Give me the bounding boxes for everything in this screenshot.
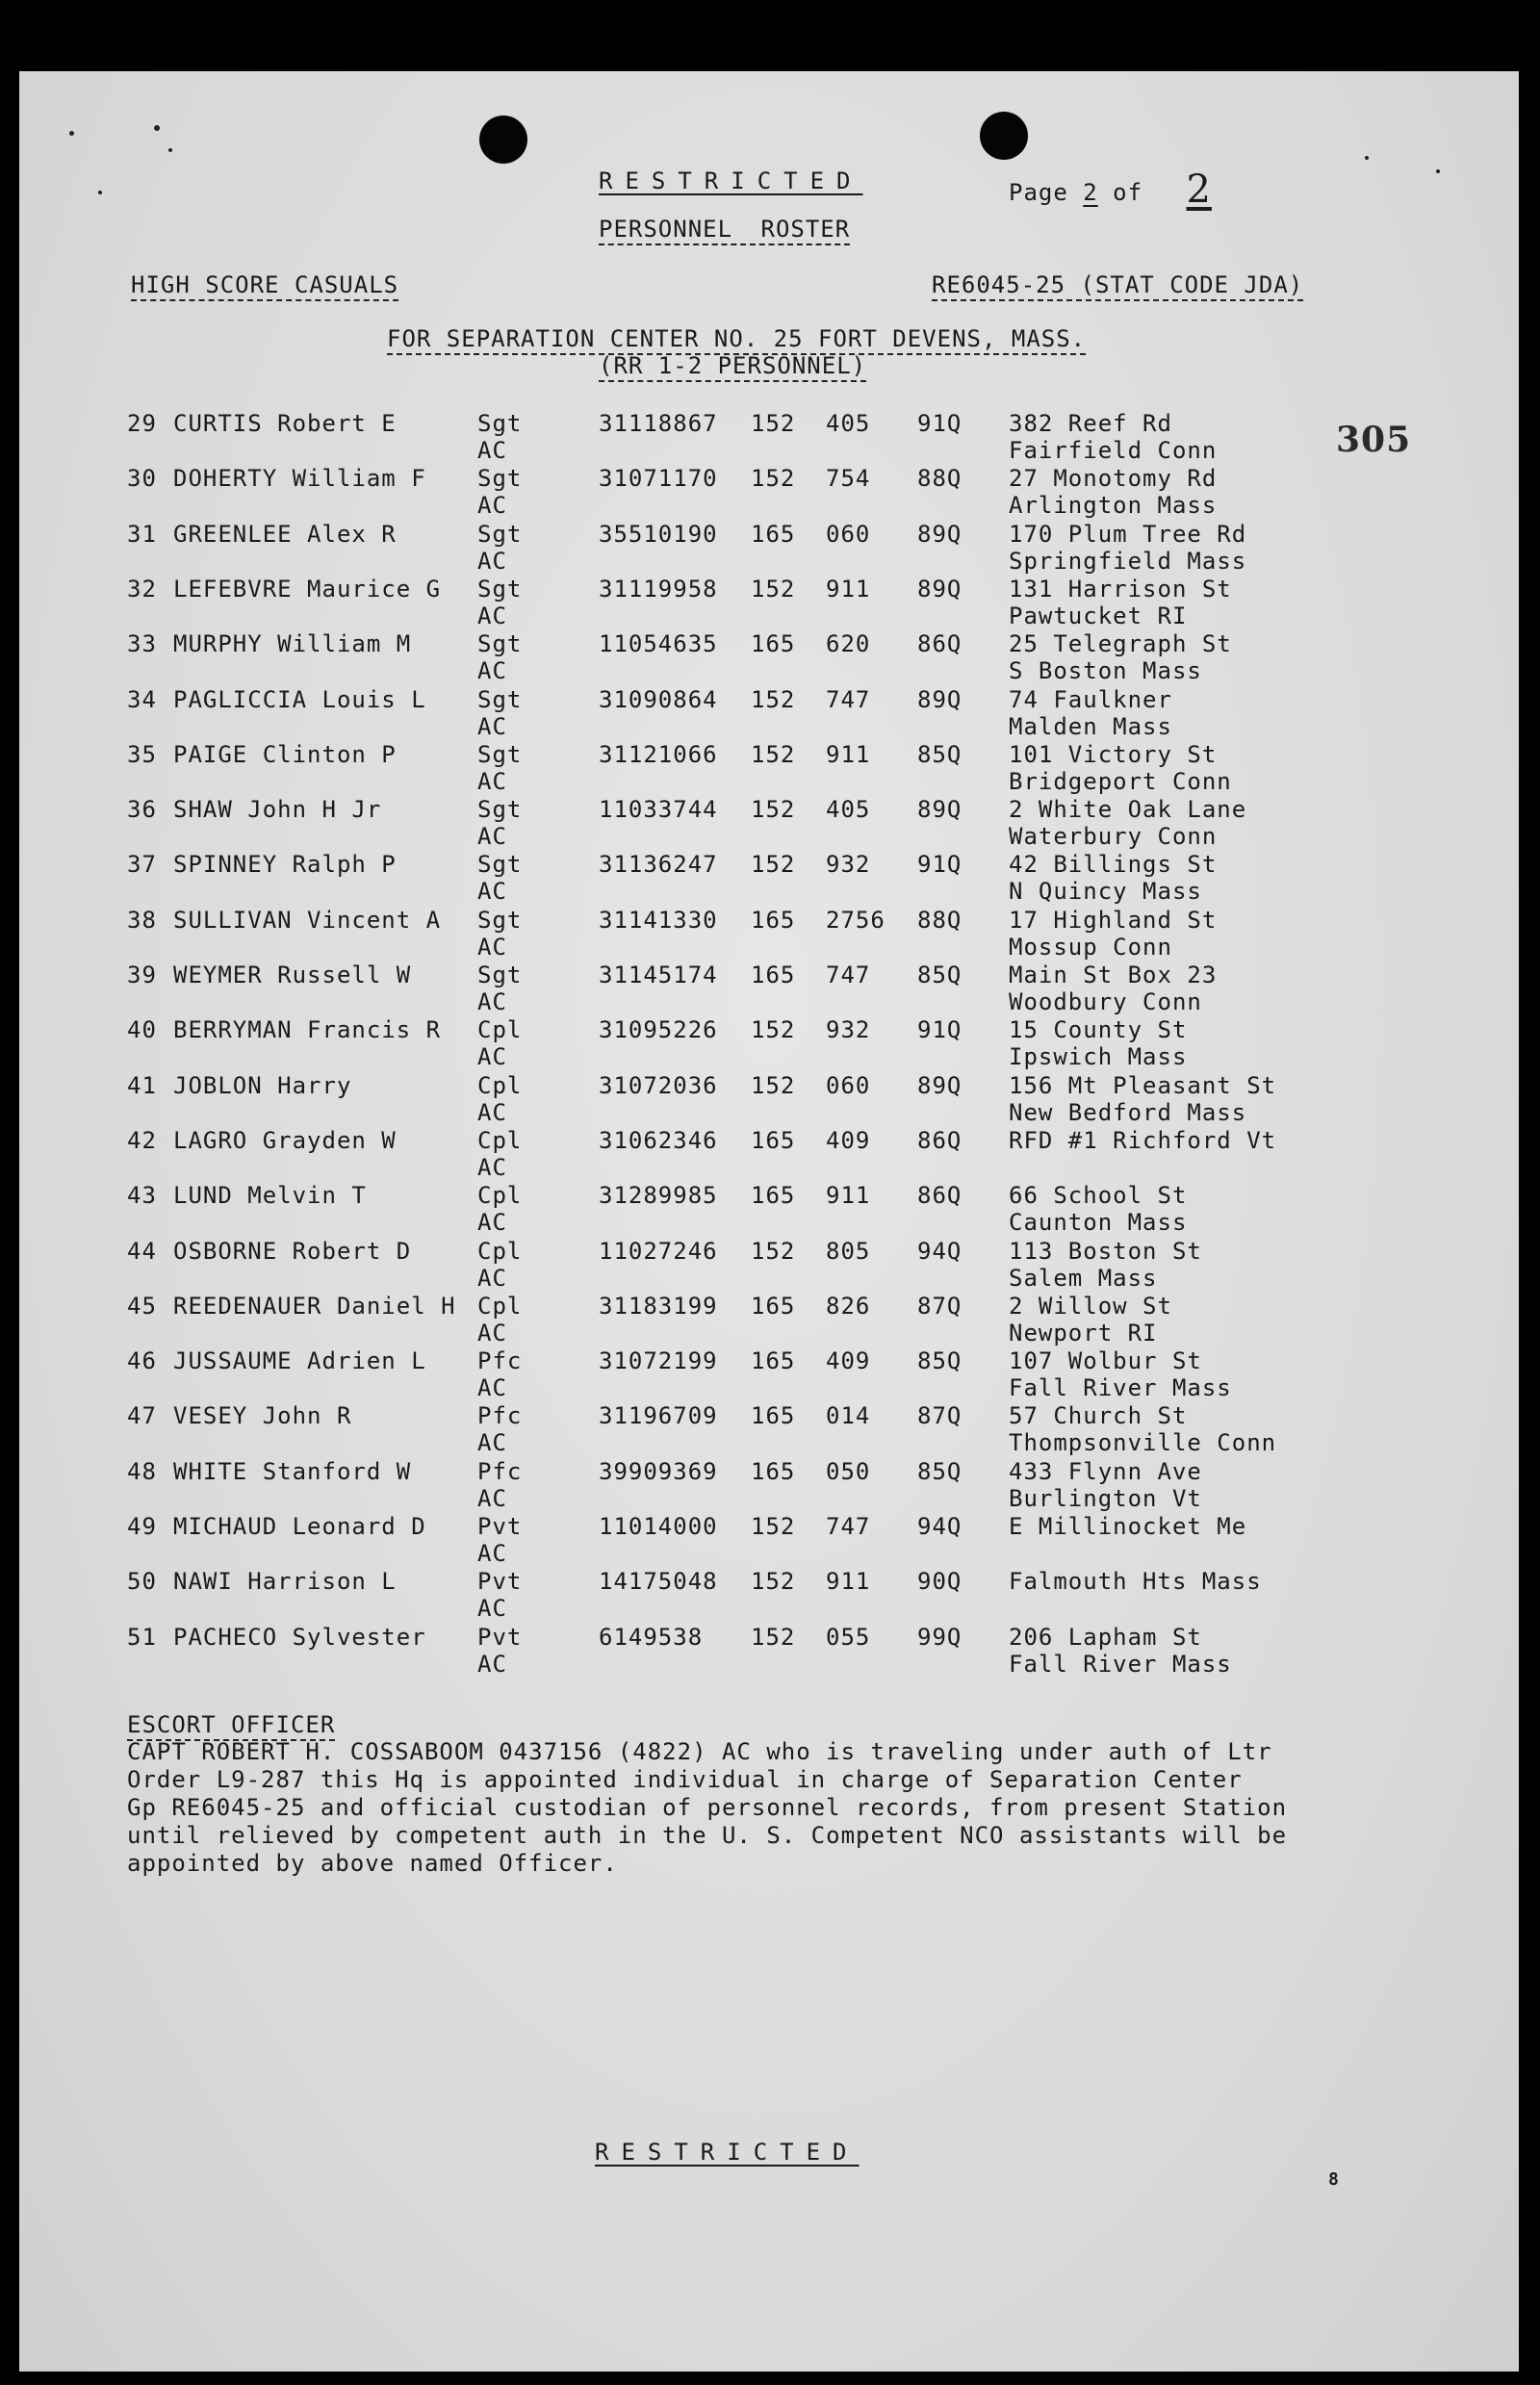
code-b: 932 [826, 851, 871, 879]
branch: AC [477, 823, 507, 851]
address-line-2: Springfield Mass [1009, 547, 1247, 575]
row-number: 39 [127, 962, 157, 988]
rank: Sgt [477, 630, 523, 658]
soldier-name: OSBORNE Robert D [173, 1237, 412, 1265]
row-number: 34 [127, 685, 157, 713]
address-line-2: New Bedford Mass [1009, 1098, 1247, 1126]
code-a: 152 [751, 1071, 796, 1099]
row-number: 45 [127, 1292, 157, 1320]
branch: AC [477, 1595, 507, 1623]
code-a: 165 [751, 1292, 796, 1320]
soldier-name: PACHECO Sylvester [173, 1623, 426, 1651]
rank: Sgt [477, 796, 523, 824]
rank: Sgt [477, 465, 523, 493]
row-number: 41 [127, 1071, 157, 1099]
roster-title: PERSONNEL ROSTER [599, 216, 850, 245]
score: 85Q [917, 740, 962, 768]
code-a: 165 [751, 1402, 796, 1430]
sub-destination: (RR 1-2 PERSONNEL) [599, 352, 866, 382]
code-a: 152 [751, 1237, 796, 1265]
escort-heading: ESCORT OFFICER [127, 1711, 335, 1741]
restricted-footer: RESTRICTED [595, 2139, 860, 2166]
score: 94Q [917, 1237, 962, 1265]
branch: AC [477, 712, 507, 740]
code-a: 152 [751, 796, 796, 824]
soldier-name: LEFEBVRE Maurice G [173, 575, 442, 603]
score: 86Q [917, 1182, 962, 1210]
address-line-2: Pawtucket RI [1009, 602, 1188, 629]
score: 89Q [917, 575, 962, 603]
speck [168, 148, 172, 152]
serial-number: 11054635 [599, 630, 718, 658]
code-a: 165 [751, 1457, 796, 1485]
code-a: 152 [751, 685, 796, 713]
rank: Cpl [477, 1237, 523, 1265]
branch: AC [477, 1429, 507, 1457]
address-line-1: 206 Lapham St [1009, 1623, 1202, 1651]
address-line-2: Newport RI [1009, 1319, 1158, 1346]
code-b: 014 [826, 1402, 871, 1430]
row-number: 50 [127, 1568, 157, 1596]
score: 89Q [917, 1071, 962, 1099]
destination: FOR SEPARATION CENTER NO. 25 FORT DEVENS, MASS. [387, 325, 1086, 355]
row-number: 29 [127, 410, 157, 437]
roster-row [19, 521, 1519, 577]
code-a: 165 [751, 1126, 796, 1154]
code-b: 405 [826, 410, 871, 437]
code-a: 152 [751, 465, 796, 493]
code-b: 754 [826, 465, 871, 493]
row-number: 38 [127, 906, 157, 934]
branch: AC [477, 1374, 507, 1402]
score: 91Q [917, 851, 962, 879]
score: 90Q [917, 1568, 962, 1596]
address-line-2: Thompsonville Conn [1009, 1429, 1277, 1457]
score: 89Q [917, 796, 962, 824]
code-a: 152 [751, 1513, 796, 1540]
speck [154, 125, 160, 131]
address-line-2: Malden Mass [1009, 712, 1172, 740]
address-line-1: 17 Highland St [1009, 906, 1218, 934]
escort-line: appointed by above named Officer. [127, 1850, 618, 1877]
restricted-header: RESTRICTED [599, 167, 863, 194]
speck [69, 131, 74, 136]
row-number: 32 [127, 575, 157, 603]
address-line-2: Caunton Mass [1009, 1209, 1188, 1237]
soldier-name: SPINNEY Ralph P [173, 851, 397, 879]
roster-row [19, 1016, 1519, 1072]
address-line-2: Fairfield Conn [1009, 437, 1218, 464]
code-b: 050 [826, 1457, 871, 1485]
group-title: HIGH SCORE CASUALS [131, 271, 398, 301]
soldier-name: SHAW John H Jr [173, 796, 382, 824]
branch: AC [477, 933, 507, 961]
branch: AC [477, 1484, 507, 1512]
code-b: 747 [826, 685, 871, 713]
rank: Sgt [477, 851, 523, 879]
branch: AC [477, 767, 507, 795]
score: 85Q [917, 1347, 962, 1375]
soldier-name: BERRYMAN Francis R [173, 1016, 442, 1044]
branch: AC [477, 1153, 507, 1181]
rank: Pfc [477, 1402, 523, 1430]
branch: AC [477, 1264, 507, 1292]
soldier-name: VESEY John R [173, 1402, 352, 1430]
row-number: 47 [127, 1402, 157, 1430]
branch: AC [477, 602, 507, 629]
address-line-2: Mossup Conn [1009, 933, 1172, 961]
score: 87Q [917, 1292, 962, 1320]
score: 88Q [917, 906, 962, 934]
rank: Cpl [477, 1126, 523, 1154]
address-line-1: 25 Telegraph St [1009, 630, 1232, 658]
branch: AC [477, 988, 507, 1015]
address-line-1: RFD #1 Richford Vt [1009, 1126, 1277, 1154]
punch-hole-right [980, 112, 1028, 160]
page-of-label: of [1113, 179, 1143, 206]
address-line-1: 2 Willow St [1009, 1292, 1172, 1320]
code-a: 152 [751, 851, 796, 879]
roster-row [19, 1127, 1519, 1183]
rank: Cpl [477, 1182, 523, 1210]
rank: Sgt [477, 906, 523, 934]
soldier-name: PAGLICCIA Louis L [173, 685, 426, 713]
page-label: Page [1009, 179, 1068, 206]
address-line-1: 57 Church St [1009, 1402, 1188, 1430]
serial-number: 11027246 [599, 1237, 718, 1265]
address-line-2: Bridgeport Conn [1009, 767, 1232, 795]
serial-number: 39909369 [599, 1457, 718, 1485]
row-number: 40 [127, 1016, 157, 1044]
row-number: 36 [127, 796, 157, 824]
row-number: 42 [127, 1126, 157, 1154]
branch: AC [477, 1319, 507, 1346]
speck [1436, 169, 1440, 173]
code-b: 911 [826, 575, 871, 603]
row-number: 49 [127, 1513, 157, 1540]
branch: AC [477, 547, 507, 575]
address-line-2: Burlington Vt [1009, 1484, 1202, 1512]
address-line-1: 131 Harrison St [1009, 575, 1232, 603]
address-line-2: Salem Mass [1009, 1264, 1158, 1292]
rank: Pvt [477, 1513, 523, 1540]
row-number: 44 [127, 1237, 157, 1265]
address-line-2: Ipswich Mass [1009, 1043, 1188, 1071]
code-b: 620 [826, 630, 871, 658]
code-a: 152 [751, 740, 796, 768]
address-line-1: 27 Monotomy Rd [1009, 465, 1218, 493]
speck [1365, 156, 1369, 160]
address-line-1: 433 Flynn Ave [1009, 1457, 1202, 1485]
score: 87Q [917, 1402, 962, 1430]
row-number: 33 [127, 630, 157, 658]
row-number: 37 [127, 851, 157, 879]
rank: Sgt [477, 962, 523, 988]
address-line-1: 66 School St [1009, 1182, 1188, 1210]
code-b: 747 [826, 1513, 871, 1540]
score: 89Q [917, 685, 962, 713]
score: 91Q [917, 410, 962, 437]
roster-row [19, 907, 1519, 962]
serial-number: 31072036 [599, 1071, 718, 1099]
row-number: 35 [127, 740, 157, 768]
soldier-name: PAIGE Clinton P [173, 740, 397, 768]
roster-row [19, 741, 1519, 797]
serial-number: 11014000 [599, 1513, 718, 1540]
roster-row [19, 686, 1519, 742]
code-a: 165 [751, 520, 796, 548]
address-line-2: Arlington Mass [1009, 492, 1218, 520]
code-a: 152 [751, 1623, 796, 1651]
serial-number: 31145174 [599, 962, 718, 988]
score: 85Q [917, 962, 962, 988]
page-number: 2 [1083, 179, 1098, 206]
code-a: 165 [751, 962, 796, 988]
branch: AC [477, 1650, 507, 1678]
branch: AC [477, 657, 507, 685]
serial-number: 31183199 [599, 1292, 718, 1320]
address-line-2: S Boston Mass [1009, 657, 1202, 685]
serial-number: 31118867 [599, 410, 718, 437]
roster-row [19, 796, 1519, 852]
score: 88Q [917, 465, 962, 493]
code-b: 2756 [826, 906, 886, 934]
soldier-name: LUND Melvin T [173, 1182, 367, 1210]
row-number: 43 [127, 1182, 157, 1210]
code-b: 409 [826, 1347, 871, 1375]
address-line-1: 101 Victory St [1009, 740, 1218, 768]
escort-line: Gp RE6045-25 and official custodian of personnel records, from present Station [127, 1794, 1288, 1821]
roster-row [19, 1568, 1519, 1624]
code-b: 805 [826, 1237, 871, 1265]
roster-row [19, 1347, 1519, 1403]
code-b: 409 [826, 1126, 871, 1154]
serial-number: 31072199 [599, 1347, 718, 1375]
score: 86Q [917, 630, 962, 658]
soldier-name: MICHAUD Leonard D [173, 1513, 426, 1540]
roster-row [19, 1458, 1519, 1514]
code-b: 055 [826, 1623, 871, 1651]
score: 91Q [917, 1016, 962, 1044]
address-line-2: Waterbury Conn [1009, 823, 1218, 851]
address-line-2: N Quincy Mass [1009, 878, 1202, 906]
row-number: 46 [127, 1347, 157, 1375]
soldier-name: WEYMER Russell W [173, 962, 412, 988]
rank: Sgt [477, 410, 523, 437]
rank: Cpl [477, 1016, 523, 1044]
corner-mark: 8 [1328, 2169, 1340, 2190]
soldier-name: LAGRO Grayden W [173, 1126, 397, 1154]
address-line-1: Main St Box 23 [1009, 962, 1218, 988]
roster-row [19, 630, 1519, 686]
serial-number: 31136247 [599, 851, 718, 879]
serial-number: 31121066 [599, 740, 718, 768]
code-a: 152 [751, 1016, 796, 1044]
code-a: 165 [751, 906, 796, 934]
row-number: 30 [127, 465, 157, 493]
rank: Sgt [477, 575, 523, 603]
branch: AC [477, 1043, 507, 1071]
serial-number: 31141330 [599, 906, 718, 934]
score: 94Q [917, 1513, 962, 1540]
serial-number: 31289985 [599, 1182, 718, 1210]
address-line-1: 15 County St [1009, 1016, 1188, 1044]
branch: AC [477, 1209, 507, 1237]
address-line-1: 74 Faulkner [1009, 685, 1172, 713]
row-number: 31 [127, 520, 157, 548]
serial-number: 11033744 [599, 796, 718, 824]
serial-number: 31062346 [599, 1126, 718, 1154]
code-a: 152 [751, 575, 796, 603]
score: 86Q [917, 1126, 962, 1154]
score: 99Q [917, 1623, 962, 1651]
address-line-1: 170 Plum Tree Rd [1009, 520, 1247, 548]
soldier-name: NAWI Harrison L [173, 1568, 397, 1596]
score: 85Q [917, 1457, 962, 1485]
roster-row [19, 1182, 1519, 1238]
serial-number: 35510190 [599, 520, 718, 548]
row-number: 51 [127, 1623, 157, 1651]
code-b: 911 [826, 740, 871, 768]
soldier-name: WHITE Stanford W [173, 1457, 412, 1485]
code-a: 165 [751, 630, 796, 658]
code-b: 911 [826, 1568, 871, 1596]
serial-number: 31071170 [599, 465, 718, 493]
rank: Cpl [477, 1071, 523, 1099]
address-line-2: Fall River Mass [1009, 1374, 1232, 1402]
soldier-name: JOBLON Harry [173, 1071, 352, 1099]
roster-row [19, 1624, 1519, 1680]
branch: AC [477, 492, 507, 520]
escort-line: until relieved by competent auth in the U. S. Competent NCO assistants will be [127, 1822, 1288, 1849]
rank: Pvt [477, 1623, 523, 1651]
serial-number: 31090864 [599, 685, 718, 713]
address-line-1: 107 Wolbur St [1009, 1347, 1202, 1375]
code-b: 060 [826, 520, 871, 548]
roster-row [19, 851, 1519, 907]
soldier-name: SULLIVAN Vincent A [173, 906, 442, 934]
roster-row [19, 576, 1519, 631]
address-line-1: Falmouth Hts Mass [1009, 1568, 1262, 1596]
rank: Pfc [477, 1457, 523, 1485]
code-a: 152 [751, 1568, 796, 1596]
punch-hole-left [479, 115, 527, 164]
row-number: 48 [127, 1457, 157, 1485]
escort-line: Order L9-287 this Hq is appointed individual in charge of Separation Center [127, 1766, 1243, 1793]
code-a: 152 [751, 410, 796, 437]
branch: AC [477, 437, 507, 464]
code-b: 747 [826, 962, 871, 988]
soldier-name: DOHERTY William F [173, 465, 426, 493]
address-line-1: 156 Mt Pleasant St [1009, 1071, 1277, 1099]
page-indicator [1009, 167, 1241, 212]
roster-row [19, 962, 1519, 1017]
branch: AC [477, 878, 507, 906]
serial-number: 31196709 [599, 1402, 718, 1430]
rank: Pfc [477, 1347, 523, 1375]
roster-row [19, 465, 1519, 521]
soldier-name: CURTIS Robert E [173, 410, 397, 437]
roster-row [19, 1402, 1519, 1458]
speck [98, 191, 102, 194]
soldier-name: REEDENAUER Daniel H [173, 1292, 456, 1320]
document-page [19, 71, 1519, 2372]
soldier-name: GREENLEE Alex R [173, 520, 397, 548]
roster-row [19, 1072, 1519, 1128]
code-b: 060 [826, 1071, 871, 1099]
page-total: 2 [1186, 167, 1212, 212]
serial-number: 14175048 [599, 1568, 718, 1596]
address-line-2: Fall River Mass [1009, 1650, 1232, 1678]
serial-number: 6149538 [599, 1623, 704, 1651]
soldier-name: JUSSAUME Adrien L [173, 1347, 426, 1375]
branch: AC [477, 1098, 507, 1126]
group-code: RE6045-25 (STAT CODE JDA) [932, 271, 1303, 301]
code-a: 165 [751, 1347, 796, 1375]
address-line-1: 113 Boston St [1009, 1237, 1202, 1265]
score: 89Q [917, 520, 962, 548]
address-line-1: 382 Reef Rd [1009, 410, 1172, 437]
address-line-1: 2 White Oak Lane [1009, 796, 1247, 824]
roster-row [19, 1513, 1519, 1569]
margin-stamp: 305 [1336, 420, 1412, 460]
rank: Sgt [477, 520, 523, 548]
rank: Pvt [477, 1568, 523, 1596]
serial-number: 31095226 [599, 1016, 718, 1044]
branch: AC [477, 1540, 507, 1567]
address-line-1: E Millinocket Me [1009, 1513, 1247, 1540]
code-b: 911 [826, 1182, 871, 1210]
address-line-1: 42 Billings St [1009, 851, 1218, 879]
rank: Sgt [477, 740, 523, 768]
rank: Sgt [477, 685, 523, 713]
code-b: 405 [826, 796, 871, 824]
soldier-name: MURPHY William M [173, 630, 412, 658]
code-a: 165 [751, 1182, 796, 1210]
escort-line: CAPT ROBERT H. COSSABOOM 0437156 (4822) AC who is traveling under auth of Ltr [127, 1738, 1272, 1765]
code-b: 826 [826, 1292, 871, 1320]
roster-row [19, 410, 1519, 466]
escort-paragraph [127, 1738, 1378, 1878]
rank: Cpl [477, 1292, 523, 1320]
roster-row [19, 1293, 1519, 1348]
address-line-2: Woodbury Conn [1009, 988, 1202, 1015]
serial-number: 31119958 [599, 575, 718, 603]
code-b: 932 [826, 1016, 871, 1044]
roster-row [19, 1238, 1519, 1294]
